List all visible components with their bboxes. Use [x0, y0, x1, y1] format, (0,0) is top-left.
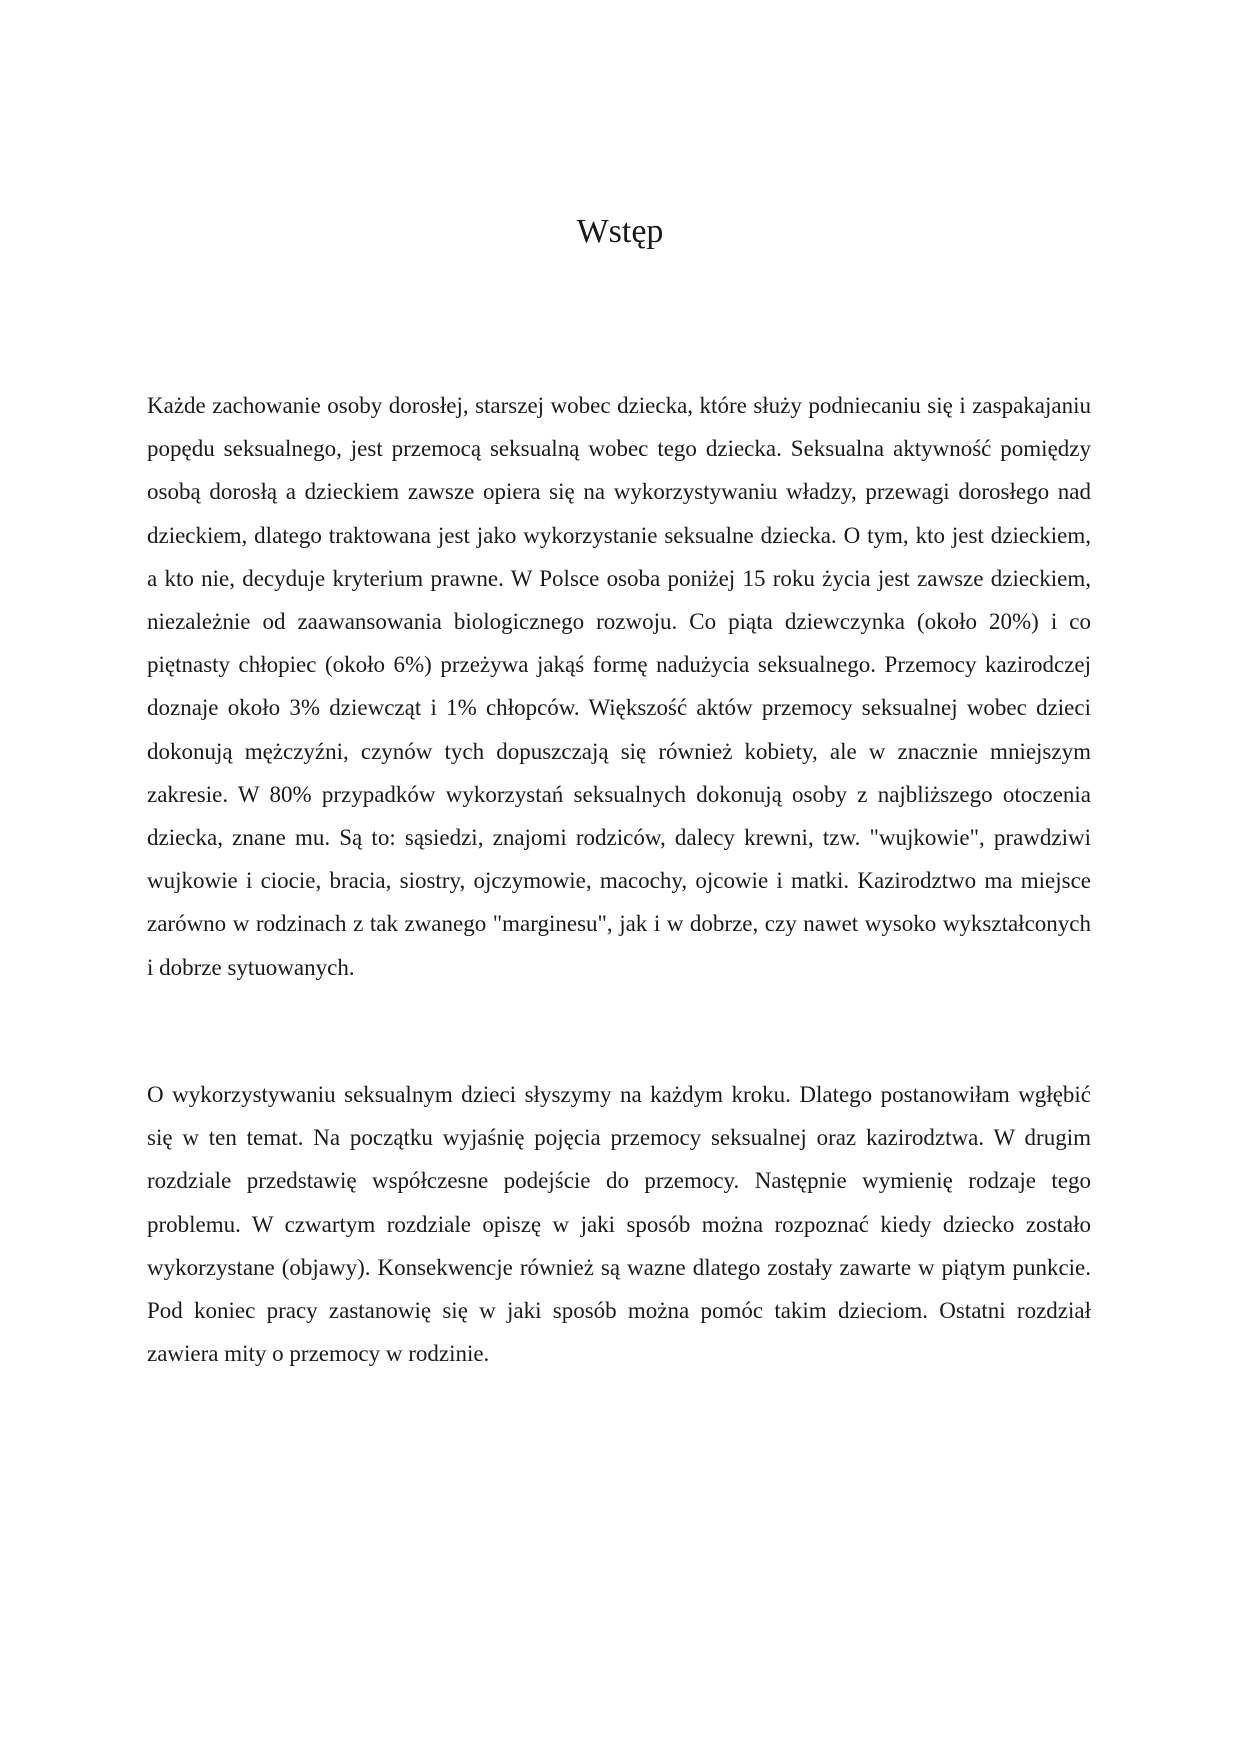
paragraph-introduction: Każde zachowanie osoby dorosłej, starszej wobec dziecka, które służy podniecaniu się i zaspakajaniu popędu seksualnego, jest przemocą seksualną wobec tego dziecka. Seksualna aktywność pomiędzy osobą dorosłą a dzieckiem zawsze opiera się na wykorzystywaniu władzy, przewagi dorosłego nad dzieckiem, dlatego traktowana jest jako wykorzystanie seksualne dziecka. O tym, kto jest dzieckiem, a kto nie, decyduje kryterium prawne. W Polsce osoba poniżej 15 roku życia jest zawsze dzieckiem, niezależnie od zaawansowania biologicznego rozwoju. Co piąta dziewczynka (około 20%) i co piętnasty chłopiec (około 6%) przeżywa jakąś formę nadużycia seksualnego. Przemocy kazirodczej doznaje około 3% dziewcząt i 1% chłopców. Większość aktów przemocy seksualnej wobec dzieci dokonują mężczyźni, czynów tych dopuszczają się również kobiety, ale w znacznie mniejszym zakresie. W 80% przypadków wykorzystań seksualnych dokonują osoby z najbliższego otoczenia dziecka, znane mu. Są to: sąsiedzi, znajomi rodziców, dalecy krewni, tzw. "wujkowie", prawdziwi wujkowie i ciocie, bracia, siostry, ojczymowie, macochy, ojcowie i matki. Kazirodztwo ma miejsce zarówno w rodzinach z tak zwanego "marginesu", jak i w dobrze, czy nawet wysoko wykształconych i dobrze sytuowanych. [147, 393, 1091, 980]
paragraph-outline: O wykorzystywaniu seksualnym dzieci słyszymy na każdym kroku. Dlatego postanowiłam wgłębić się w ten temat. Na początku wyjaśnię pojęcia przemocy seksualnej oraz kazirodztwa. W drugim rozdziale przedstawię współczesne podejście do przemocy. Następnie wymienię rodzaje tego problemu. W czwartym rozdziale opiszę w jaki sposób można rozpoznać kiedy dziecko zostało wykorzystane (objawy). Konsekwencje również są wazne dlatego zostały zawarte w piątym punkcie. Pod koniec pracy zastanowię się w jaki sposób można pomóc takim dzieciom. Ostatni rozdział zawiera mity o przemocy w rodzinie. [147, 1082, 1091, 1367]
page-title: Wstęp [576, 213, 664, 250]
